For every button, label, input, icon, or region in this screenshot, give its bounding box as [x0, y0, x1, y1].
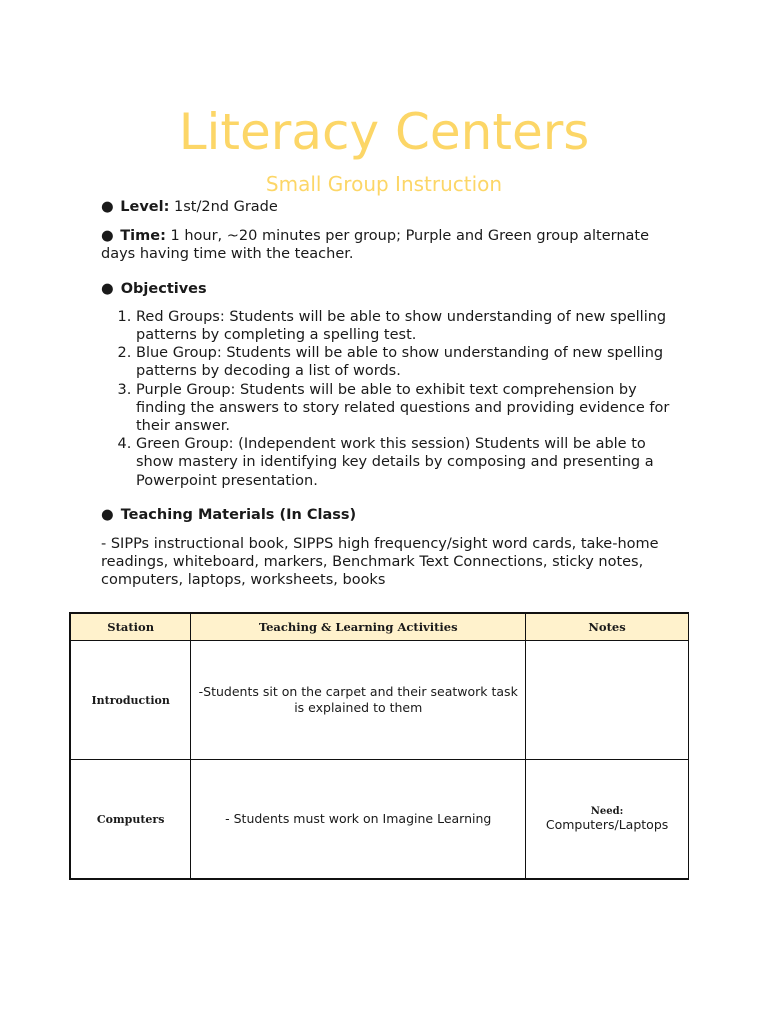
header-notes: Notes	[526, 613, 689, 641]
bullet-icon: ●	[101, 280, 114, 297]
bullet-icon: ●	[101, 199, 114, 215]
time-value: 1 hour, ~20 minutes per group; Purple and Green group alternate days having time with the teacher.	[101, 228, 650, 263]
notes-cell	[526, 760, 689, 880]
objective-item: 4. Green Group: (Independent work this session) Students will be able to show mastery in identifying key details by composing and presenting a Powerpoint presentation.	[136, 435, 681, 490]
time-line	[101, 227, 681, 263]
stations-table	[69, 612, 689, 880]
materials-heading	[101, 506, 681, 524]
materials-text: - SIPPs instructional book, SIPPS high frequency/sight word cards, take-home readings, whiteboard, markers, Benchmark Text Connections, sticky notes, computers, laptops, worksheets, books	[101, 536, 659, 589]
level-label: Level:	[120, 199, 170, 215]
objective-item: 1. Red Groups: Students will be able to show understanding of new spelling patterns by completing a spelling test.	[136, 308, 681, 344]
header-activities: Teaching & Learning Activities	[191, 613, 526, 641]
page-title: Literacy Centers	[178, 103, 590, 161]
table-row	[70, 641, 689, 760]
note-label: Need:	[590, 806, 624, 817]
objectives-heading-text: Objectives	[120, 280, 207, 297]
objectives-heading	[101, 280, 681, 298]
bullet-icon: ●	[101, 506, 114, 523]
station-cell: Introduction	[70, 641, 191, 760]
activity-cell: -Students sit on the carpet and their seatwork task is explained to them	[191, 641, 526, 760]
bullet-icon: ●	[101, 228, 114, 245]
lesson-content	[101, 198, 681, 590]
time-label: Time:	[120, 228, 166, 245]
level-value: 1st/2nd Grade	[174, 199, 278, 215]
objectives-list	[101, 308, 681, 490]
table-row	[70, 760, 689, 880]
objective-item: 2. Blue Group: Students will be able to show understanding of new spelling patterns by decoding a list of words.	[136, 344, 681, 380]
objective-item: 3. Purple Group: Students will be able to exhibit text comprehension by finding the answers to story related questions and providing evidence for their answer.	[136, 381, 681, 436]
page-subtitle: Small Group Instruction	[265, 172, 503, 196]
table-header-row	[70, 613, 689, 641]
note-value: Computers/Laptops	[545, 817, 669, 832]
level-line	[101, 198, 681, 216]
notes-cell	[526, 641, 689, 760]
station-cell: Computers	[70, 760, 191, 880]
materials-heading-text: Teaching Materials (In Class)	[120, 506, 357, 523]
activity-cell: - Students must work on Imagine Learning	[191, 760, 526, 880]
header-station: Station	[70, 613, 191, 641]
